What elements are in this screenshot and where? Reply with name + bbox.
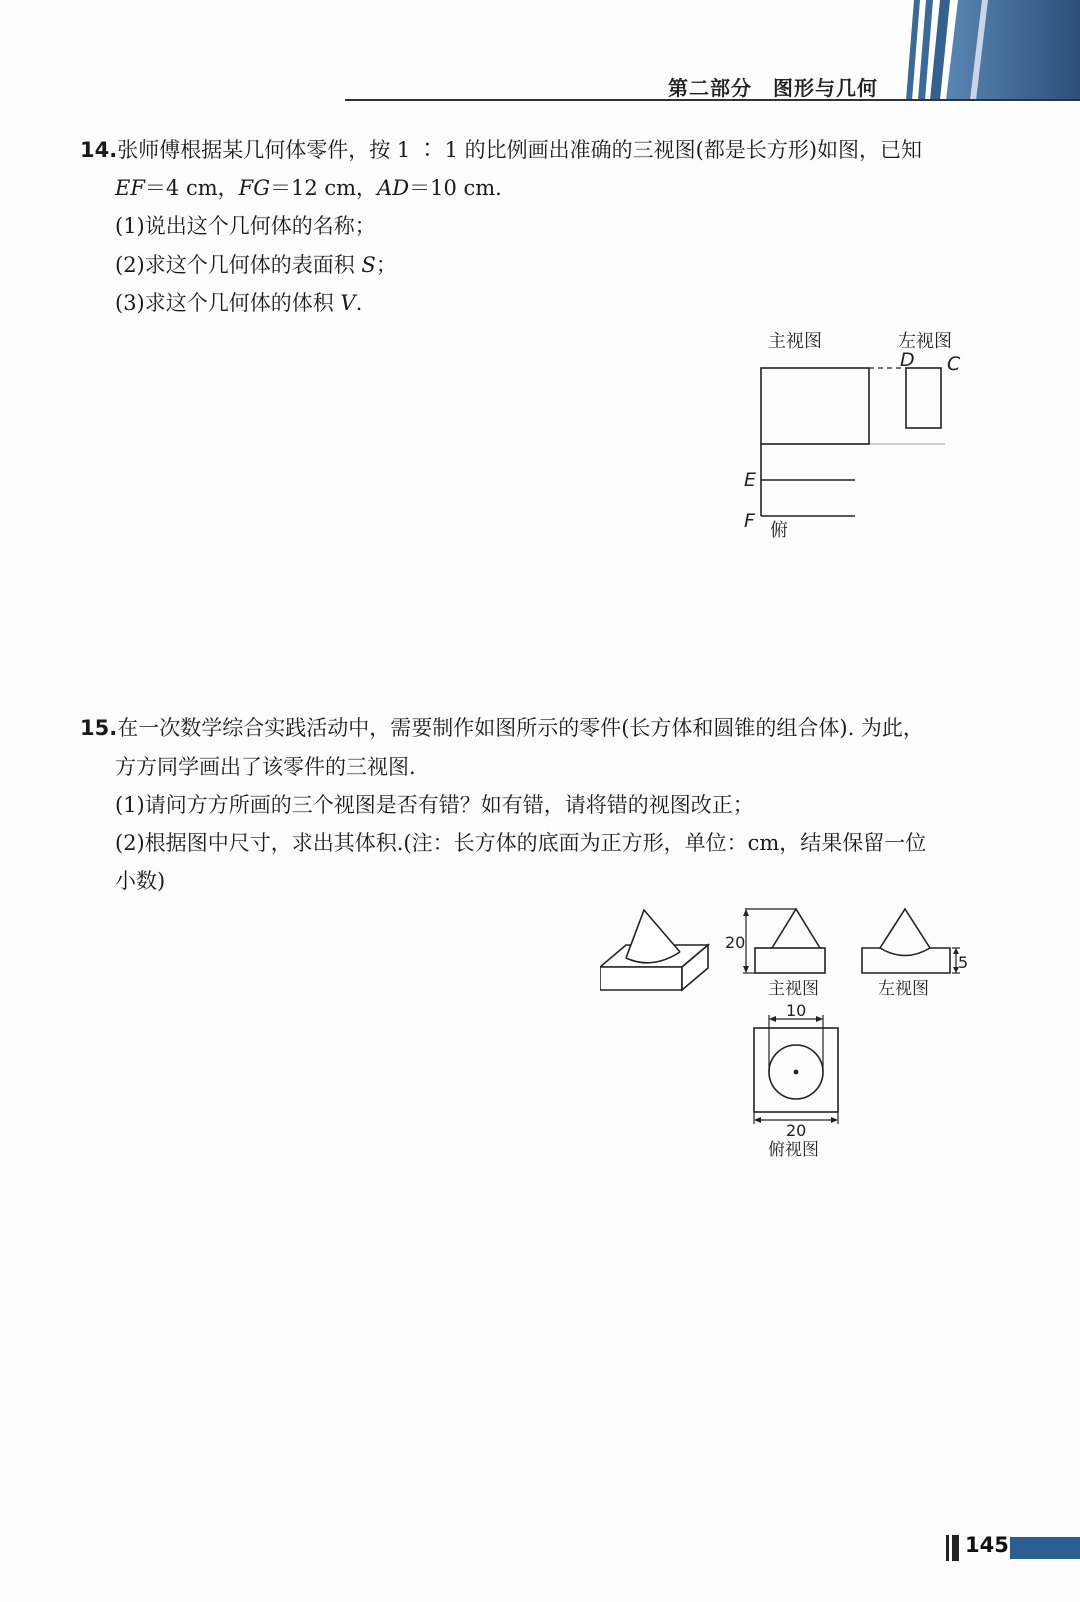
top-view-label: 俯视图: [768, 1140, 819, 1160]
problem-15-q2: (2)根据图中尺寸，求出其体积.(注：长方体的底面为正方形，单位：cm，结果保留一位: [115, 831, 927, 855]
problem-14-q2: (2)求这个几何体的表面积 S；: [115, 253, 397, 277]
front-view-label: 主视图: [768, 979, 819, 999]
front-view-label: 主视图: [768, 331, 822, 352]
front-view-rect: [761, 368, 869, 444]
top-view-drawing: [754, 1015, 838, 1124]
top-view-circle-dim: 10: [786, 1001, 807, 1020]
left-view-label: 左视图: [878, 979, 929, 999]
problem-14-given: EF＝4 cm，FG＝12 cm，AD＝10 cm.: [115, 176, 502, 200]
footer-decoration: [946, 1535, 960, 1561]
footer-band: [1010, 1537, 1080, 1559]
left-view-drawing: [862, 909, 960, 973]
top-view-width-dim: 20: [786, 1121, 807, 1140]
solid-isometric-drawing: [600, 910, 708, 990]
point-label-f: F: [744, 510, 755, 532]
left-view-rect: [906, 368, 941, 428]
left-view-base-dim: 5: [958, 953, 969, 972]
section-title: 第二部分 图形与几何: [668, 76, 878, 100]
problem-15-stem-2: 方方同学画出了该零件的三视图.: [115, 755, 416, 779]
left-view-label: 左视图: [898, 331, 952, 352]
problem-14-stem: 14.张师傅根据某几何体零件，按 1 ∶ 1 的比例画出准确的三视图(都是长方形)如图，已知: [80, 138, 923, 162]
problem-14-q1: (1)说出这个几何体的名称；: [115, 214, 376, 238]
top-view-label: 俯: [770, 520, 788, 541]
problem-15-stem: 15.在一次数学综合实践活动中，需要制作如图所示的零件(长方体和圆锥的组合体). 为此，: [80, 716, 924, 740]
problem-14-three-views-figure: [720, 320, 1000, 560]
header-rule: [345, 99, 1080, 101]
problem-14-number: 14.: [80, 138, 118, 162]
point-label-d: D: [900, 349, 915, 371]
front-view-height-dim: 20: [725, 933, 746, 952]
point-label-e: E: [744, 469, 757, 491]
point-label-c: C: [947, 353, 961, 375]
problem-15-figure: [600, 900, 1000, 1170]
problem-15-q1: (1)请问方方所画的三个视图是否有错？如有错，请将错的视图改正；: [115, 793, 754, 817]
front-view-drawing: [743, 909, 825, 973]
page-number: 145: [965, 1533, 1009, 1557]
problem-14-q3: (3)求这个几何体的体积 V.: [115, 291, 363, 315]
problem-15-q2-cont: 小数): [115, 869, 166, 893]
header-decoration: [900, 0, 1080, 100]
problem-15-number: 15.: [80, 716, 118, 740]
